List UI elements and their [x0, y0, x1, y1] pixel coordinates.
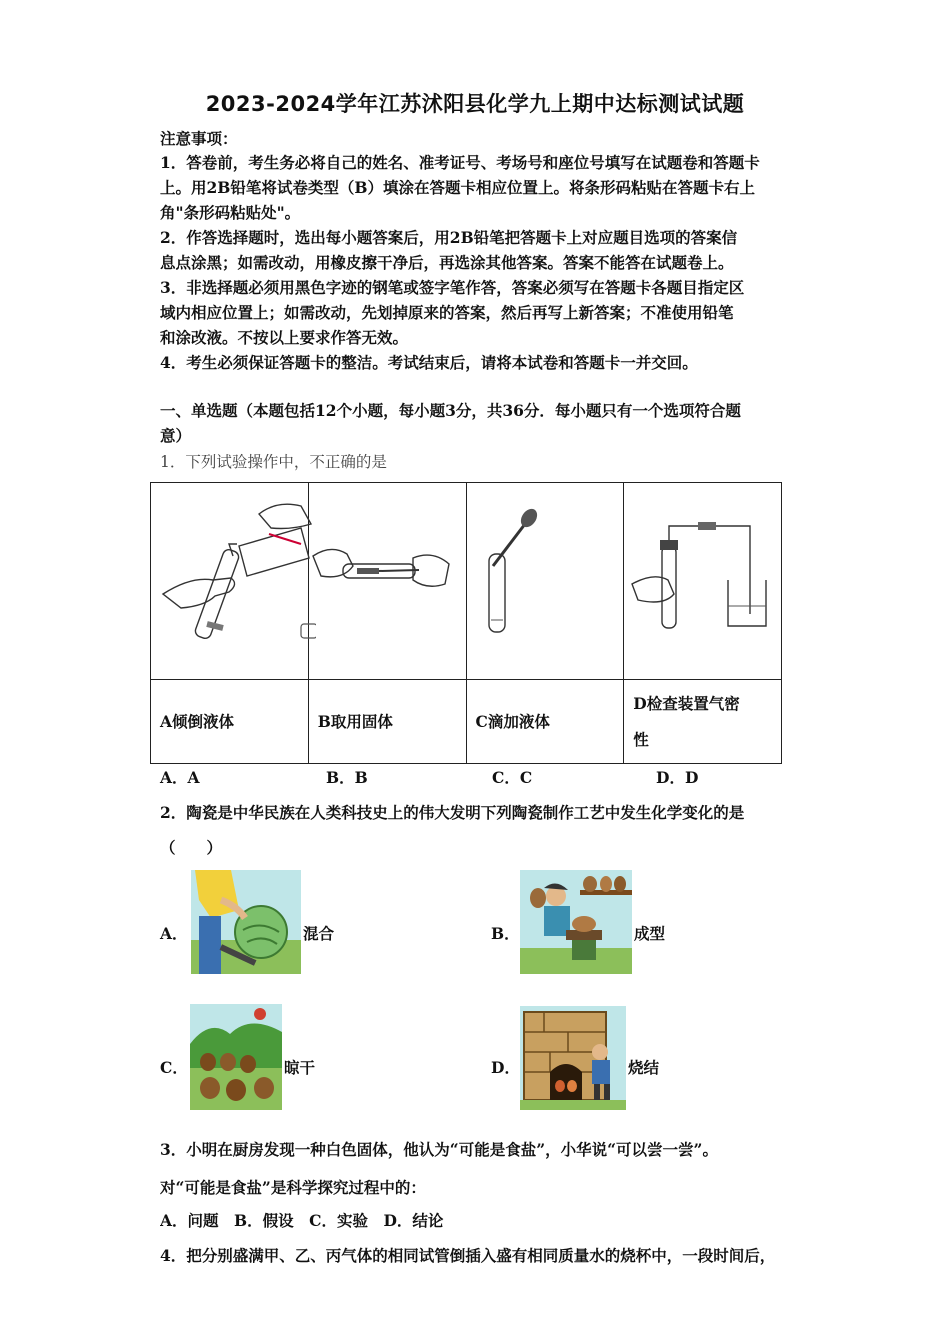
- q1-option-c: C．C: [492, 768, 533, 787]
- notice-line: 4．考生必须保证答题卡的整洁。考试结束后，请将本试卷和答题卡一并交回。: [160, 353, 698, 372]
- q1-option-d: D．D: [656, 768, 699, 787]
- q2-option-d-image: [520, 1006, 626, 1110]
- notice-line: 1．答卷前，考生务必将自己的姓名、准考证号、考场号和座位号填写在试题卷和答题卡: [160, 153, 760, 172]
- notice-heading: 注意事项：: [160, 129, 238, 148]
- caption-d: [624, 680, 782, 764]
- question-2-stem: 2．陶瓷是中华民族在人类科技史上的伟大发明下列陶瓷制作工艺中发生化学变化的是: [160, 803, 745, 822]
- q2-option-a-image: [191, 870, 301, 974]
- caption-c: C滴加液体: [466, 680, 624, 764]
- question-1-stem: 1．下列试验操作中，不正确的是: [160, 453, 387, 471]
- caption-b: B取用固体: [308, 680, 466, 764]
- question-3-stem: 3．小明在厨房发现一种白色固体，他认为“可能是食盐”，小华说“可以尝一尝”。: [160, 1140, 718, 1159]
- q2-option-b-letter: B．: [491, 924, 520, 943]
- q2-option-b-image: [520, 870, 632, 974]
- pour-liquid-illustration: [151, 484, 316, 678]
- notice-line: 上。用2B铅笔将试卷类型（B）填涂在答题卡相应位置上。将条形码粘贴在答题卡右上: [160, 178, 755, 197]
- page-title: 2023-2024学年江苏沭阳县化学九上期中达标测试试题: [205, 92, 745, 116]
- drop-liquid-illustration: [467, 484, 615, 678]
- section-heading-cont: 意）: [160, 426, 192, 445]
- q2-option-c-label: 晾干: [284, 1058, 316, 1077]
- q2-option-b-label: 成型: [634, 924, 666, 943]
- caption-d-line1: D检查装置气密: [633, 693, 740, 713]
- notice-line: 息点涂黑；如需改动，用橡皮擦干净后，再选涂其他答案。答案不能答在试题卷上。: [160, 253, 734, 272]
- question-4-stem: 4．把分别盛满甲、乙、丙气体的相同试管倒插入盛有相同质量水的烧杯中，一段时间后，: [160, 1246, 776, 1265]
- notice-line: 域内相应位置上；如需改动，先划掉原来的答案，然后再写上新答案；不准使用铅笔: [160, 303, 734, 322]
- q2-option-c-image: [190, 1004, 282, 1110]
- cell-pour-liquid-image: [151, 483, 309, 680]
- notice-line: 3．非选择题必须用黑色字迹的钢笔或签字笔作答，答案必须写在答题卡各题目指定区: [160, 278, 745, 297]
- q2-option-d-label: 烧结: [628, 1058, 660, 1077]
- caption-a: A倾倒液体: [151, 680, 309, 764]
- cell-drop-liquid-image: [466, 483, 624, 680]
- q2-option-a-label: 混合: [303, 924, 335, 943]
- notice-line: 2．作答选择题时，选出每小题答案后，用2B铅笔把答题卡上对应题目选项的答案信: [160, 228, 738, 247]
- notice-line: 角"条形码粘贴处"。: [160, 203, 301, 222]
- q1-option-a: A．A: [160, 768, 200, 787]
- caption-d-line2: 性: [633, 729, 649, 749]
- check-airtightness-illustration: [624, 484, 774, 678]
- question-3-options: A．问题 B．假设 C．实验 D．结论: [160, 1211, 444, 1230]
- question-2-paren: （ ）: [160, 838, 223, 857]
- q2-option-c-letter: C．: [160, 1058, 188, 1077]
- cell-take-solid-image: [308, 483, 466, 680]
- q2-option-d-letter: D．: [491, 1058, 520, 1077]
- section-heading: 一、单选题（本题包括12个小题，每小题3分，共36分．每小题只有一个选项符合题: [160, 401, 741, 420]
- q2-option-a-letter: A．: [160, 924, 188, 943]
- question-3-stem-cont: 对“可能是食盐”是科学探究过程中的：: [160, 1178, 426, 1197]
- take-solid-illustration: [309, 484, 471, 678]
- cell-check-airtightness-image: [624, 483, 782, 680]
- operations-table: [150, 482, 782, 764]
- notice-line: 和涂改液。不按以上要求作答无效。: [160, 328, 409, 347]
- q1-option-b: B．B: [326, 768, 368, 787]
